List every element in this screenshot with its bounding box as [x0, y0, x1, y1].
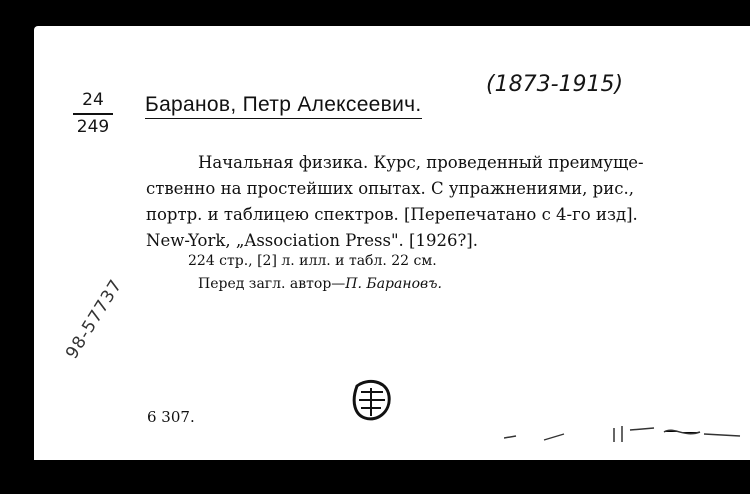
note-prefix: Перед загл. автор—	[198, 276, 346, 292]
author-heading: Баранов, Петр Алексеевич.	[145, 93, 422, 119]
collation-line: 224 стр., [2] л. илл. и табл. 22 см.	[188, 253, 437, 269]
body-line-3: портр. и таблицею спектров. [Перепечатано с 4-го изд].	[146, 205, 638, 224]
bibliographic-description	[146, 150, 706, 254]
body-line-1: Начальная физика. Курс, проведенный преимуще-	[198, 153, 644, 172]
shelf-mark-top: 24	[82, 90, 104, 110]
life-dates: (1873-1915)	[486, 72, 624, 97]
catalog-card	[34, 26, 750, 460]
body-line-2: ственно на простейших опытах. С упражнениями, рис.,	[146, 179, 634, 198]
library-stamp-icon	[347, 378, 395, 424]
shelf-mark	[73, 90, 113, 137]
note-author: П. Барановъ.	[345, 276, 442, 292]
body-line-4: New-York, „Association Press". [1926?].	[146, 231, 478, 250]
faint-marks	[504, 408, 744, 448]
diagonal-stamp-number: 98-57737	[62, 275, 127, 363]
title-note	[198, 276, 442, 292]
inventory-number: 6 307.	[147, 408, 195, 426]
shelf-mark-bottom: 249	[76, 117, 110, 137]
